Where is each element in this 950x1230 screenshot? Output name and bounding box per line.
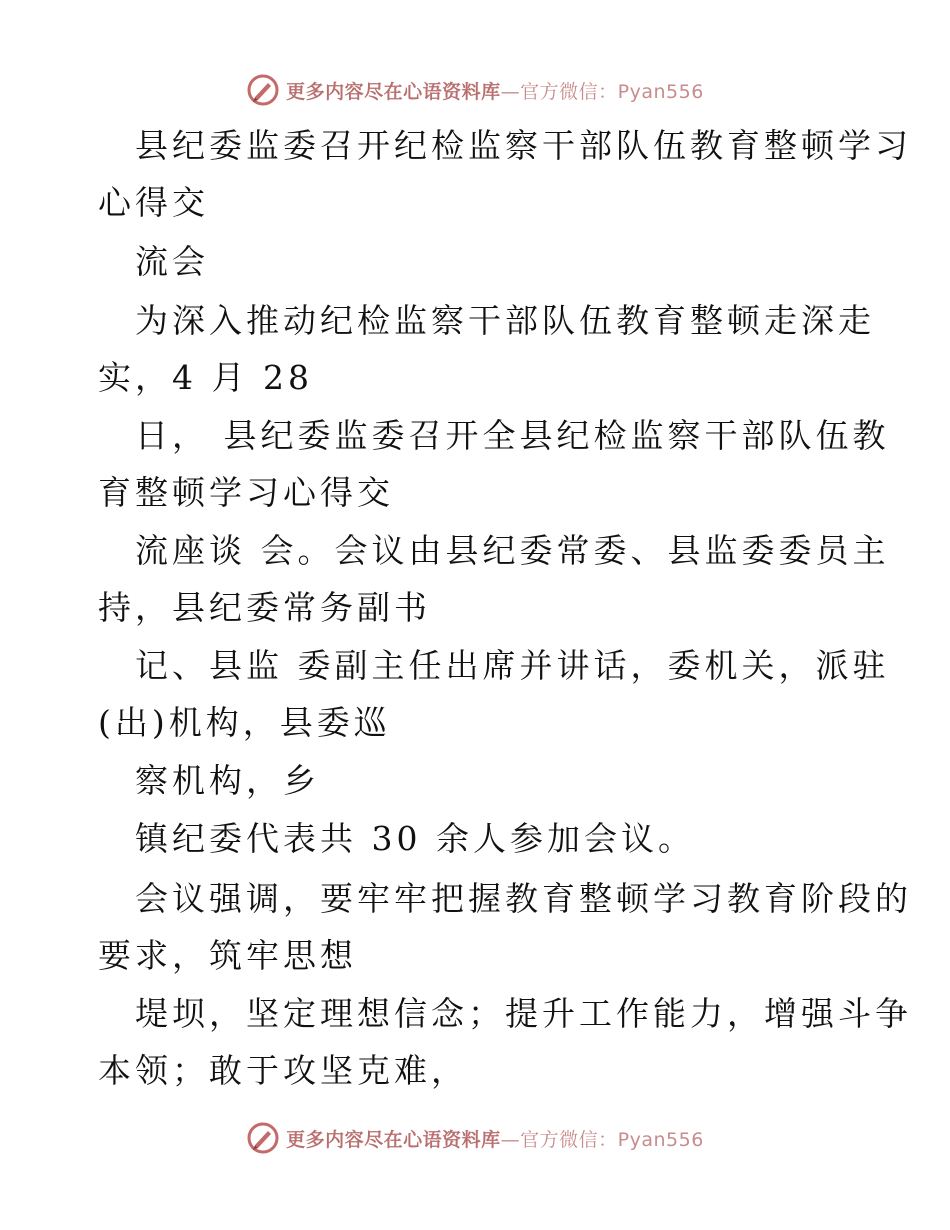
pen-logo-icon bbox=[246, 73, 280, 107]
doc-line: 本领；敢于攻坚克难， bbox=[98, 1051, 468, 1090]
banner-text bbox=[286, 1125, 704, 1152]
doc-line: 实，4 月 28 bbox=[98, 358, 313, 397]
doc-line: 堤坝，坚定理想信念；提升工作能力，增强斗争 bbox=[135, 994, 912, 1033]
pen-logo-icon bbox=[246, 1121, 280, 1155]
header-banner bbox=[0, 70, 950, 110]
doc-line: 流座谈 会。会议由县纪委常委、县监委委员主 bbox=[135, 531, 890, 570]
doc-line: 察机构，乡 bbox=[135, 761, 320, 800]
footer-banner bbox=[0, 1118, 950, 1158]
banner-dash: — bbox=[500, 80, 521, 103]
banner-suffix-text: 官方微信：Pyan556 bbox=[520, 1128, 704, 1151]
doc-line: 要求，筑牢思想 bbox=[98, 936, 357, 975]
doc-line: 流会 bbox=[135, 242, 209, 281]
doc-line: 持，县纪委常务副书 bbox=[98, 588, 431, 627]
doc-line: 会议强调，要牢牢把握教育整顿学习教育阶段的 bbox=[135, 879, 912, 918]
doc-line: 镇纪委代表共 30 余人参加会议。 bbox=[135, 819, 695, 858]
doc-line: 日， 县纪委监委召开全县纪检监察干部队伍教 bbox=[135, 416, 890, 455]
doc-line: 育整顿学习心得交 bbox=[98, 473, 394, 512]
banner-main-text: 更多内容尽在心语资料库 bbox=[286, 80, 501, 103]
doc-line: 县纪委监委召开纪检监察干部队伍教育整顿学习 bbox=[135, 126, 912, 165]
doc-line: 记、县监 委副主任出席并讲话，委机关，派驻 bbox=[135, 646, 890, 685]
banner-text bbox=[286, 77, 704, 104]
doc-line: 心得交 bbox=[98, 183, 209, 222]
doc-line: (出)机构，县委巡 bbox=[98, 703, 391, 742]
banner-main-text: 更多内容尽在心语资料库 bbox=[286, 1128, 501, 1151]
banner-suffix-text: 官方微信：Pyan556 bbox=[520, 80, 704, 103]
doc-line: 为深入推动纪检监察干部队伍教育整顿走深走 bbox=[135, 301, 875, 340]
banner-dash: — bbox=[500, 1128, 521, 1151]
